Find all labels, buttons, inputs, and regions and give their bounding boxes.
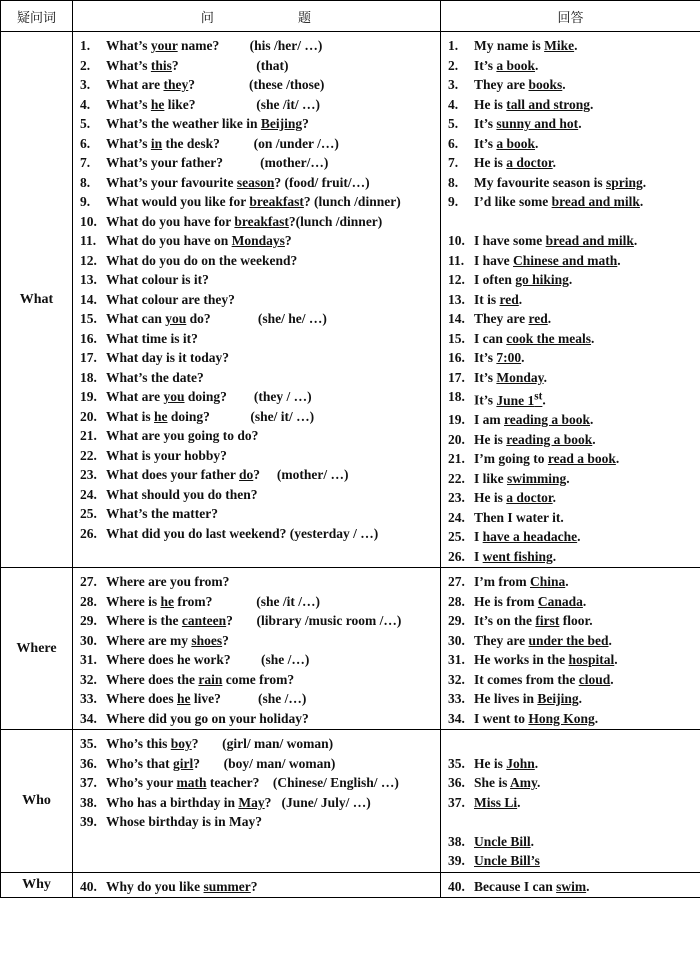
answer-item xyxy=(442,251,699,271)
answer-text: My name is Mike. xyxy=(474,38,578,53)
answer-text: I’d like some bread and milk. xyxy=(474,194,644,209)
answer-number: 4. xyxy=(448,96,459,112)
answer-item xyxy=(442,572,699,592)
answer-text: Uncle Bill’s xyxy=(474,853,540,868)
question-item xyxy=(74,754,439,774)
question-item xyxy=(74,650,439,670)
question-number: 4. xyxy=(80,96,91,112)
answer-number: 1. xyxy=(448,38,459,53)
answer-number: 18. xyxy=(448,389,465,404)
answer-text: They are books. xyxy=(474,77,566,92)
question-number: 36. xyxy=(80,755,97,771)
answer-number: 8. xyxy=(448,174,459,190)
answer-number: 5. xyxy=(448,116,459,131)
question-number: 18. xyxy=(80,369,97,385)
answer-item xyxy=(442,832,699,852)
answer-text: It’s sunny and hot. xyxy=(474,116,582,131)
answer-number: 31. xyxy=(448,652,465,667)
answer-number: 17. xyxy=(448,369,465,385)
answers-cell xyxy=(441,568,700,730)
answer-item xyxy=(442,410,699,430)
question-text: Where does the rain come from? xyxy=(106,671,295,687)
question-text: What’s the matter? xyxy=(106,506,218,521)
question-text: Who’s your math teacher? (Chinese/ English/ …) xyxy=(106,775,399,790)
question-item xyxy=(74,446,439,466)
question-item xyxy=(74,270,439,290)
group-row-where xyxy=(1,568,700,730)
answer-item xyxy=(442,611,699,631)
answer-text: It comes from the cloud. xyxy=(474,671,614,687)
answer-item xyxy=(442,469,699,489)
answers-cell xyxy=(441,730,700,873)
question-text: Who has a birthday in May? (June/ July/ …) xyxy=(106,794,371,810)
answer-number: 2. xyxy=(448,57,459,73)
question-text: Where is he from? (she /it /…) xyxy=(106,593,320,609)
question-number: 14. xyxy=(80,291,97,307)
answer-item xyxy=(442,368,699,388)
question-item xyxy=(74,773,439,793)
header-row xyxy=(1,1,700,32)
question-number: 5. xyxy=(80,116,91,131)
answer-number: 14. xyxy=(448,311,465,326)
answer-item xyxy=(442,754,699,774)
answer-number: 37. xyxy=(448,794,465,810)
question-item xyxy=(74,368,439,388)
answer-number: 34. xyxy=(448,710,465,726)
question-item xyxy=(74,114,439,134)
question-item xyxy=(74,485,439,505)
answer-text: Uncle Bill. xyxy=(474,833,534,849)
answer-item xyxy=(442,231,699,251)
question-word-who: Who xyxy=(1,730,73,873)
answer-item xyxy=(442,592,699,612)
question-number: 20. xyxy=(80,408,97,424)
question-number: 16. xyxy=(80,330,97,346)
answer-number: 27. xyxy=(448,574,465,589)
question-item xyxy=(74,877,439,897)
question-number: 35. xyxy=(80,736,97,751)
question-number: 17. xyxy=(80,350,97,365)
answer-item xyxy=(442,309,699,329)
question-text: Where are you from? xyxy=(106,574,230,589)
answer-number: 9. xyxy=(448,194,459,209)
answer-item xyxy=(442,670,699,690)
question-number: 33. xyxy=(80,691,97,706)
question-item xyxy=(74,572,439,592)
question-number: 8. xyxy=(80,174,91,190)
question-text: What’s your favourite season? (food/ fruit/…) xyxy=(106,174,370,190)
question-number: 37. xyxy=(80,775,97,790)
question-text: Where did you go on your holiday? xyxy=(106,710,309,726)
question-item xyxy=(74,212,439,232)
question-item xyxy=(74,812,439,832)
answer-number: 24. xyxy=(448,509,465,525)
question-text: What can you do? (she/ he/ …) xyxy=(106,311,327,326)
answer-text: They are red. xyxy=(474,311,552,326)
answer-number: 40. xyxy=(448,878,465,894)
question-item xyxy=(74,75,439,95)
answer-number: 30. xyxy=(448,632,465,648)
question-text: What colour is it? xyxy=(106,272,209,287)
answer-number: 28. xyxy=(448,593,465,609)
question-text: What are you going to do? xyxy=(106,428,259,443)
question-text: What do you have for breakfast?(lunch /dinner) xyxy=(106,213,383,229)
question-item xyxy=(74,592,439,612)
question-number: 28. xyxy=(80,593,97,609)
answer-item xyxy=(442,270,699,290)
answers-cell xyxy=(441,872,700,898)
answer-item xyxy=(442,449,699,469)
answer-text: He lives in Beijing. xyxy=(474,691,583,706)
question-item xyxy=(74,95,439,115)
question-text: What’s the weather like in Beijing? xyxy=(106,116,309,131)
answer-text: Then I water it. xyxy=(474,509,564,525)
question-item xyxy=(74,670,439,690)
answer-text: I like swimming. xyxy=(474,470,570,486)
answer-text: Because I can swim. xyxy=(474,878,590,894)
answer-text: I have a headache. xyxy=(474,529,581,544)
answer-text: It’s a book. xyxy=(474,135,539,151)
answer-text: I’m going to read a book. xyxy=(474,451,620,466)
answer-item xyxy=(442,488,699,508)
answer-item xyxy=(442,36,699,56)
answer-item xyxy=(442,192,699,212)
question-word-why: Why xyxy=(1,872,73,898)
answer-text: He is a doctor. xyxy=(474,155,556,170)
answer-item xyxy=(442,689,699,709)
questions-cell xyxy=(73,730,441,873)
answer-number: 3. xyxy=(448,77,459,92)
answer-text: I have Chinese and math. xyxy=(474,252,621,268)
answer-text: It’s on the first floor. xyxy=(474,613,593,628)
question-item xyxy=(74,173,439,193)
answer-item xyxy=(442,153,699,173)
question-number: 29. xyxy=(80,613,97,628)
answer-text: He is reading a book. xyxy=(474,431,596,447)
question-item xyxy=(74,309,439,329)
answer-item xyxy=(442,773,699,793)
answer-number: 15. xyxy=(448,330,465,346)
question-number: 12. xyxy=(80,252,97,268)
header-question-word: 疑问词 xyxy=(1,1,73,32)
question-number: 7. xyxy=(80,155,91,170)
answer-text: It is red. xyxy=(474,291,523,307)
question-word-where: Where xyxy=(1,568,73,730)
question-text: Where are my shoes? xyxy=(106,632,229,648)
question-text: What did you do last weekend? (yesterday / …) xyxy=(106,525,379,541)
answer-item xyxy=(442,173,699,193)
answer-number: 23. xyxy=(448,490,465,505)
answer-item xyxy=(442,631,699,651)
question-text: What’s the date? xyxy=(106,369,204,385)
question-number: 34. xyxy=(80,710,97,726)
question-number: 9. xyxy=(80,194,91,209)
answer-number: 32. xyxy=(448,671,465,687)
answer-item xyxy=(442,430,699,450)
question-number: 27. xyxy=(80,574,97,589)
question-text: What is he doing? (she/ it/ …) xyxy=(106,408,315,424)
question-number: 31. xyxy=(80,652,97,667)
questions-cell xyxy=(73,568,441,730)
question-item xyxy=(74,426,439,446)
question-text: What’s your father? (mother/…) xyxy=(106,155,329,170)
answer-item xyxy=(442,56,699,76)
question-item xyxy=(74,689,439,709)
question-text: What day is it today? xyxy=(106,350,230,365)
question-number: 32. xyxy=(80,671,97,687)
answer-number: 13. xyxy=(448,291,465,307)
answer-number: 20. xyxy=(448,431,465,447)
question-text: Who’s that girl? (boy/ man/ woman) xyxy=(106,755,336,771)
question-text: What’s your name? (his /her/ …) xyxy=(106,38,323,53)
question-number: 11. xyxy=(80,233,97,248)
answers-cell xyxy=(441,32,700,568)
answer-text: My favourite season is spring. xyxy=(474,174,647,190)
question-text: Where is the canteen? (library /music room /…) xyxy=(106,613,402,628)
group-row-who xyxy=(1,730,700,873)
question-text: Where does he work? (she /…) xyxy=(106,652,310,667)
question-word-what: What xyxy=(1,32,73,568)
answer-text: I’m from China. xyxy=(474,574,569,589)
answer-number: 38. xyxy=(448,833,465,849)
answer-text: It’s 7:00. xyxy=(474,350,525,365)
question-text: What’s he like? (she /it/ …) xyxy=(106,96,321,112)
question-text: What do you have on Mondays? xyxy=(106,233,292,248)
question-text: What do you do on the weekend? xyxy=(106,252,298,268)
question-text: What time is it? xyxy=(106,330,198,346)
question-item xyxy=(74,407,439,427)
question-text: What would you like for breakfast? (lunch /dinner) xyxy=(106,194,401,209)
question-text: What should you do then? xyxy=(106,486,258,502)
question-text: What does your father do? (mother/ …) xyxy=(106,467,349,482)
answer-number: 39. xyxy=(448,853,465,868)
answer-text: He is John. xyxy=(474,755,539,771)
answer-item xyxy=(442,877,699,897)
question-number: 22. xyxy=(80,447,97,463)
question-item xyxy=(74,36,439,56)
question-text: Where does he live? (she /…) xyxy=(106,691,307,706)
answer-text: I often go hiking. xyxy=(474,272,573,287)
answer-number: 25. xyxy=(448,529,465,544)
answer-item xyxy=(442,709,699,729)
answer-number: 6. xyxy=(448,135,459,151)
question-number: 21. xyxy=(80,428,97,443)
answer-item xyxy=(442,547,699,567)
answer-text: He is a doctor. xyxy=(474,490,556,505)
answer-number: 26. xyxy=(448,548,465,564)
question-item xyxy=(74,465,439,485)
answer-text: He is from Canada. xyxy=(474,593,587,609)
answer-text: It’s June 1st. xyxy=(474,390,546,408)
question-text: Who’s this boy? (girl/ man/ woman) xyxy=(106,736,334,751)
answer-text: It’s Monday. xyxy=(474,369,548,385)
question-item xyxy=(74,611,439,631)
question-number: 19. xyxy=(80,389,97,404)
answer-item xyxy=(442,134,699,154)
answer-item xyxy=(442,508,699,528)
question-item xyxy=(74,504,439,524)
question-text: Why do you like summer? xyxy=(106,878,258,894)
answer-item xyxy=(442,290,699,310)
answer-item xyxy=(442,75,699,95)
answer-number: 35. xyxy=(448,755,465,771)
question-number: 23. xyxy=(80,467,97,482)
group-row-why xyxy=(1,872,700,898)
question-item xyxy=(74,793,439,813)
question-number: 15. xyxy=(80,311,97,326)
question-text: What are you doing? (they / …) xyxy=(106,389,312,404)
question-number: 38. xyxy=(80,794,97,810)
answer-text: I can cook the meals. xyxy=(474,330,595,346)
question-number: 3. xyxy=(80,77,91,92)
question-item xyxy=(74,56,439,76)
question-item xyxy=(74,251,439,271)
answer-item xyxy=(442,387,699,410)
answer-number: 10. xyxy=(448,233,465,248)
answer-item xyxy=(442,95,699,115)
answer-text: She is Amy. xyxy=(474,775,541,790)
answer-number: 29. xyxy=(448,613,465,628)
question-item xyxy=(74,524,439,544)
question-number: 1. xyxy=(80,38,91,53)
answer-item xyxy=(442,114,699,134)
answer-item xyxy=(442,348,699,368)
question-item xyxy=(74,134,439,154)
group-row-what xyxy=(1,32,700,568)
header-answer: 回答 xyxy=(441,1,700,32)
question-number: 13. xyxy=(80,272,97,287)
answer-number: 36. xyxy=(448,775,465,790)
answer-text: I went fishing. xyxy=(474,548,557,564)
question-text: What is your hobby? xyxy=(106,447,227,463)
answer-text: I have some bread and milk. xyxy=(474,233,638,248)
question-number: 39. xyxy=(80,814,97,829)
question-number: 40. xyxy=(80,878,97,894)
answer-item xyxy=(442,851,699,871)
question-number: 25. xyxy=(80,506,97,521)
question-item xyxy=(74,348,439,368)
question-item xyxy=(74,709,439,729)
question-number: 2. xyxy=(80,57,91,73)
question-item xyxy=(74,231,439,251)
answer-text: I am reading a book. xyxy=(474,412,594,427)
questions-cell xyxy=(73,32,441,568)
question-item xyxy=(74,290,439,310)
question-item xyxy=(74,734,439,754)
question-text: What’s in the desk? (on /under /…) xyxy=(106,135,339,151)
answer-number: 12. xyxy=(448,272,465,287)
question-item xyxy=(74,153,439,173)
question-item xyxy=(74,631,439,651)
answer-number: 21. xyxy=(448,451,465,466)
question-number: 26. xyxy=(80,525,97,541)
question-item xyxy=(74,192,439,212)
answer-text: He is tall and strong. xyxy=(474,96,594,112)
answer-number: 11. xyxy=(448,252,465,268)
question-text: What’s this? (that) xyxy=(106,57,289,73)
question-number: 6. xyxy=(80,135,91,151)
answer-item xyxy=(442,329,699,349)
question-item xyxy=(74,387,439,407)
question-number: 10. xyxy=(80,213,97,229)
answer-item xyxy=(442,650,699,670)
questions-cell xyxy=(73,872,441,898)
question-item xyxy=(74,329,439,349)
question-number: 30. xyxy=(80,632,97,648)
answer-text: They are under the bed. xyxy=(474,632,612,648)
answer-text: Miss Li. xyxy=(474,794,521,810)
answer-text: I went to Hong Kong. xyxy=(474,710,599,726)
answer-number: 16. xyxy=(448,350,465,365)
answer-item xyxy=(442,527,699,547)
answer-number: 19. xyxy=(448,412,465,427)
question-number: 24. xyxy=(80,486,97,502)
answer-text: It’s a book. xyxy=(474,57,539,73)
answer-item xyxy=(442,793,699,813)
question-text: What are they? (these /those) xyxy=(106,77,325,92)
question-text: What colour are they? xyxy=(106,291,235,307)
answer-number: 33. xyxy=(448,691,465,706)
question-text: Whose birthday is in May? xyxy=(106,814,263,829)
answer-number: 22. xyxy=(448,470,465,486)
header-question: 问 题 xyxy=(73,1,441,32)
answer-number: 7. xyxy=(448,155,459,170)
answer-text: He works in the hospital. xyxy=(474,652,618,667)
